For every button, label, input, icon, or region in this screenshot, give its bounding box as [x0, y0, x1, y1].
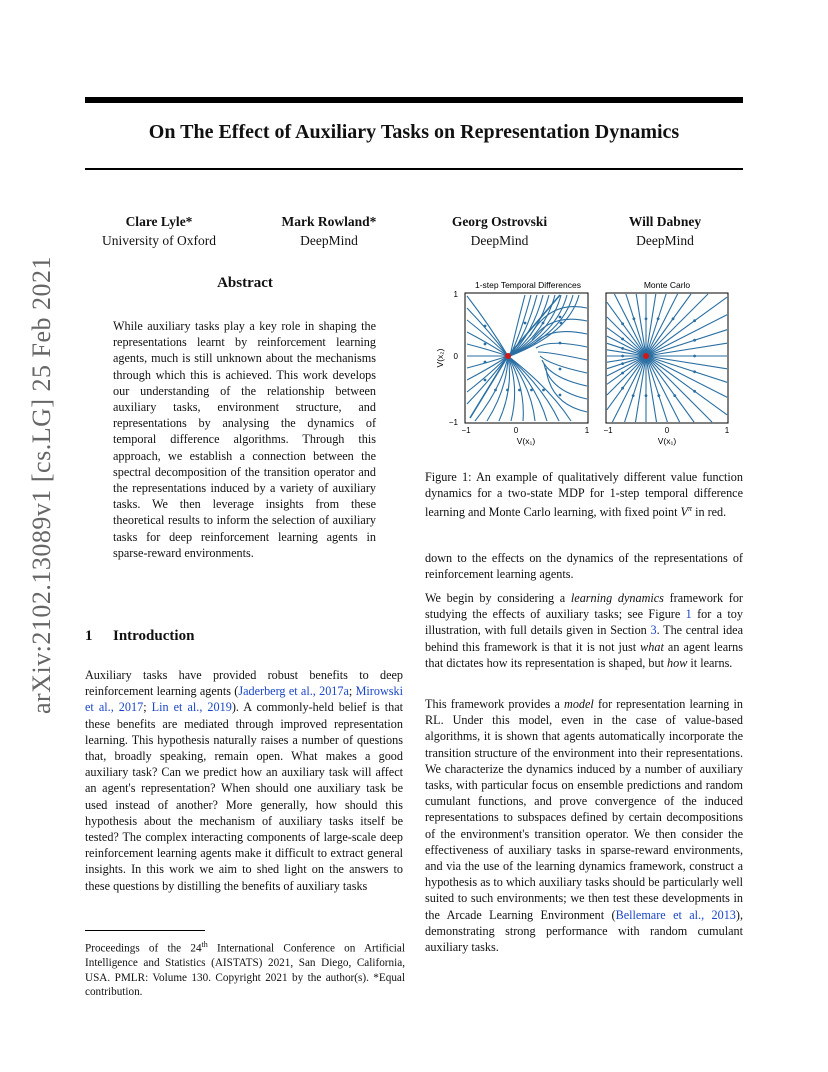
stream-arrowhead	[693, 319, 696, 322]
text-run: ;	[348, 684, 356, 699]
text-run: for representation learning in RL. Under this model, even in the case of value-based algorithms, it is shown that agents automatically incorporate the transition structure of the environment into their representations. We characterize the dynamics induced by a number of auxiliary tasks, with particular focus on ensemble predictions and random cumulant functions, and prove convergence of the induced representations to subspaces defined by certain decompositions of the environment's transition operator. We then consider the effectiveness of auxiliary tasks in sparse-reward environments, and via the use of the learning dynamics framework, construct a hypothesis as to which auxiliary tasks should be particularly well suited to such environments; we then test these developments in the Arcade Learning Environment (	[425, 697, 743, 922]
streamline	[646, 356, 727, 415]
streamline	[544, 364, 587, 399]
streamline	[538, 352, 587, 360]
abstract-heading: Abstract	[217, 275, 273, 291]
stream-arrowhead	[518, 389, 521, 392]
text-run: ), demonstrating strong performance with random cumulant auxiliary tasks.	[425, 907, 743, 955]
text-run: Proceedings of the 24	[85, 942, 202, 955]
streamline	[467, 320, 508, 356]
citation-link[interactable]: Lin et al., 2019	[151, 700, 232, 715]
streamlines-mc	[607, 294, 727, 422]
streamline	[646, 356, 694, 422]
text-run: ). A commonly-held belief is that these benefits are mediated through improved representation learning. This hypothesis naturally raises a number of questions that, broadly speaking, remain open. What makes a good auxiliary task? Can we predict how an auxiliary task will affect an agent's representation? When should one auxiliary task be used instead of another? More generally, how should this hypothesis about the mechanism of auxiliary tasks itself be tested? The complex interacting components of large-scale deep reinforcement learning agents make it difficult to extract general insights. In this work we aim to shed light on the answers to these questions by distilling the benefits of auxiliary tasks	[85, 700, 403, 893]
streamline	[646, 356, 712, 422]
stream-arrowhead	[693, 339, 696, 342]
stream-arrowhead	[621, 338, 624, 341]
author-block	[85, 212, 233, 250]
section-heading	[85, 628, 194, 645]
superscript: π	[688, 504, 693, 514]
stream-arrowhead	[673, 394, 676, 397]
stream-arrowhead	[559, 342, 562, 345]
stream-arrowhead	[672, 317, 675, 320]
text-run: Auxiliary tasks have provided robust benefits to deep reinforcement learning agents (	[85, 668, 403, 699]
streamline	[508, 356, 535, 421]
stream-arrowhead	[657, 317, 660, 320]
stream-arrowhead	[657, 394, 660, 397]
text-run: We begin by considering a	[425, 591, 571, 605]
streamline	[467, 296, 508, 356]
text-run: framework for studying the effects of auxiliary tasks; see Figure	[425, 591, 743, 622]
stream-arrowhead	[524, 322, 527, 325]
stream-arrowhead	[542, 389, 545, 392]
author-affiliation: University of Oxford	[102, 233, 216, 248]
stream-arrowhead	[693, 390, 696, 393]
stream-arrowhead	[693, 370, 696, 373]
author-affiliation: DeepMind	[636, 233, 694, 248]
axis-label-x: V(x₁)	[657, 436, 677, 446]
paragraph	[425, 696, 743, 955]
stream-arrowhead	[494, 389, 497, 392]
author-block	[428, 212, 571, 250]
stream-arrowhead	[484, 379, 487, 382]
paragraph	[425, 590, 743, 671]
tick-label: −1	[448, 418, 458, 427]
text-run: an agent learns that dictates how its representation is shaped, but	[425, 639, 743, 670]
top-rule	[85, 97, 743, 103]
axis-label-y: V(x₂)	[435, 348, 445, 368]
axis-label-x: V(x₁)	[516, 436, 536, 446]
author-affiliation: DeepMind	[470, 233, 529, 248]
stream-arrowhead	[693, 355, 696, 358]
text-run: Figure 1: An example of qualitatively different value function dynamics for a two-state MDP for 1-step temporal difference learning and Monte Carlo learning, with fixed point	[425, 470, 743, 520]
streamline	[467, 356, 508, 392]
figure-1	[430, 278, 750, 453]
paragraph: down to the effects on the dynamics of the representations of reinforcement learning agents.	[425, 551, 743, 582]
tick-label: 1	[724, 426, 730, 435]
stream-arrowhead	[621, 362, 624, 365]
tick-label: 0	[453, 352, 458, 361]
stream-arrowhead	[621, 347, 624, 350]
section-ref-link[interactable]: 3	[650, 623, 657, 638]
citation-link[interactable]: Mirowski et al., 2017	[85, 684, 403, 715]
tick-label: 0	[513, 426, 519, 435]
streamline	[646, 294, 691, 356]
panel-title: 1-step Temporal Differences	[475, 280, 581, 290]
streamline	[646, 356, 727, 382]
stream-arrowhead	[621, 322, 624, 325]
stream-arrowhead	[484, 361, 487, 364]
title-rule	[85, 168, 743, 170]
author-block	[258, 212, 400, 250]
stream-arrowhead	[559, 316, 562, 319]
author-name: Clare Lyle*	[125, 214, 193, 229]
intro-paragraph	[85, 667, 403, 894]
streamline	[607, 302, 646, 356]
stream-arrowhead	[632, 394, 635, 397]
figure-caption	[425, 469, 743, 521]
streamline	[508, 356, 547, 421]
streamline	[467, 308, 508, 356]
text-run: ;	[143, 700, 152, 715]
stream-arrowhead	[645, 394, 648, 397]
emphasis: how	[667, 655, 688, 670]
text-run: in red.	[692, 505, 727, 520]
streamline	[536, 343, 587, 348]
superscript: th	[201, 940, 208, 949]
streamline	[508, 356, 523, 421]
author-block	[600, 212, 730, 250]
streamline	[646, 297, 727, 356]
text-run: it learns.	[687, 655, 733, 670]
stream-arrowhead	[506, 389, 509, 392]
abstract-text: While auxiliary tasks play a key role in shaping the representations learnt by reinforcement learning agents, much is still unknown about the mechanisms through which this is achieved. This work develops our understanding of the relationship between auxiliary tasks, environment structure, and representations by analysing the dynamics of temporal difference algorithms. Through this approach, we establish a connection between the spectral decomposition of the transition operator and the representations induced by a variety of auxiliary tasks. We then leverage insights from these theoretical results to inform the selection of auxiliary tasks for deep reinforcement learning agents in sparse-reward environments.	[113, 319, 376, 560]
stream-arrowhead	[621, 387, 624, 390]
figure-svg	[430, 278, 750, 453]
streamline	[607, 356, 646, 384]
section-number: 1	[85, 628, 93, 644]
text-run: . The central idea behind this framework is that it is not just	[425, 623, 743, 654]
stream-arrowhead	[621, 355, 624, 358]
stream-arrowhead	[559, 368, 562, 371]
citation-link[interactable]: Jaderberg et al., 2017a	[238, 684, 349, 699]
footnote-rule	[85, 930, 205, 931]
tick-label: −1	[461, 426, 471, 435]
arxiv-identifier: arXiv:2102.13089v1 [cs.LG] 25 Feb 2021	[27, 255, 56, 715]
figure-ref-link[interactable]: 1	[685, 607, 692, 622]
fixed-point-marker	[643, 353, 649, 359]
streamline	[646, 356, 667, 422]
streamline	[467, 356, 508, 404]
streamline	[646, 330, 727, 356]
tick-label: 0	[664, 426, 670, 435]
tick-label: 1	[453, 290, 458, 299]
author-affiliation: DeepMind	[300, 233, 358, 248]
emphasis: what	[640, 639, 664, 654]
streamline	[607, 328, 646, 356]
paper-title: On The Effect of Auxiliary Tasks on Representation Dynamics	[148, 121, 680, 143]
panel-title: Monte Carlo	[643, 280, 691, 290]
stream-arrowhead	[621, 372, 624, 375]
tick-label: 1	[584, 426, 590, 435]
emphasis: model	[564, 697, 594, 711]
text-run: This framework provides a	[425, 697, 565, 711]
streamlines-td	[467, 295, 587, 421]
stream-arrowhead	[633, 317, 636, 320]
stream-arrowhead	[484, 343, 487, 346]
text-run: for a toy illustration, with full details given in Section	[425, 607, 743, 638]
citation-link[interactable]: Bellemare et al., 2013	[615, 907, 736, 922]
streamline	[646, 294, 708, 356]
author-name: Mark Rowland*	[281, 214, 377, 229]
math-symbol: V	[680, 505, 688, 520]
fixed-point-marker	[505, 353, 511, 359]
stream-arrowhead	[559, 394, 562, 397]
stream-arrowhead	[530, 389, 533, 392]
emphasis: learning dynamics	[570, 591, 664, 605]
streamline	[607, 356, 646, 410]
stream-arrowhead	[645, 317, 648, 320]
streamline	[467, 332, 508, 356]
author-name: Georg Ostrovski	[451, 214, 548, 229]
streamline	[546, 368, 587, 412]
text-run: International Conference on Artificial Intelligence and Statistics (AISTATS) 2021, San Diego, California, USA. PMLR: Volume 130. Copyright 2021 by the author(s). *Equal contribution.	[85, 942, 405, 999]
section-title: Introduction	[113, 628, 195, 644]
tick-label: −1	[603, 426, 613, 435]
streamline	[625, 356, 646, 422]
author-name: Will Dabney	[628, 214, 702, 229]
footnote	[85, 938, 405, 1000]
